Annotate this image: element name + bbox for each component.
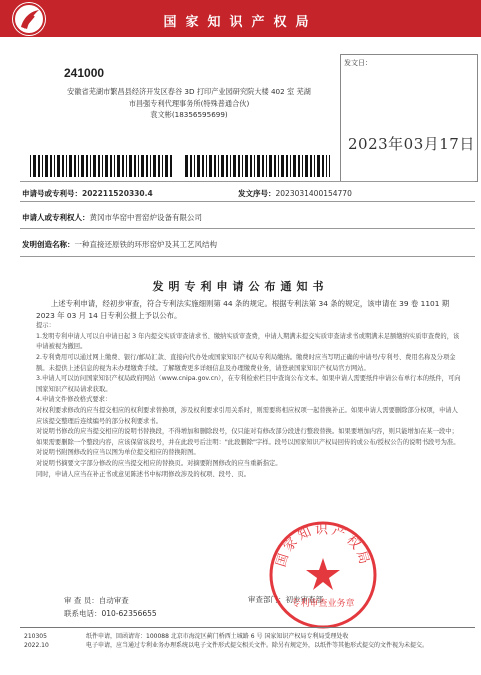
application-number: 202211520330.4 [82, 189, 153, 198]
barcode-left [30, 155, 172, 177]
examiner: 审 查 员：自动审查 [64, 596, 129, 605]
applicant-label: 申请人或专利权人： [22, 213, 90, 222]
intro-paragraph: 上述专利申请，经初步审查，符合专利法实施细则第 44 条的规定。根据专利法第 34 条的规定，该申请在 39 卷 1101 期 2023 年 03 月 14 日专利公报上予以公布。 [36, 299, 450, 320]
invention-label: 发明创造名称： [22, 240, 75, 249]
seal-ring-text: 国家知识产权局 [273, 522, 373, 569]
tip-4b: 对说明书修改的应当提交相应的说明书替换段，不得增加和删除段号，仅只能对有修改部分段进行整段替换。如果要增加内容，则只能增加在某一段中；如果需要删除一个整段内容，应该保留该段号，并在此段号后注明："此段删除"字样。段号以国家知识产权局回传的或公布/授权公告的说明书段号为准。 [36, 428, 460, 446]
document-number-row [238, 188, 352, 199]
contact-phone: 联系电话：010-62356655 [64, 609, 157, 618]
official-seal-icon [268, 520, 378, 630]
tip-4d: 对说明书摘要文字部分修改的应当提交相应的替换页。对摘要附图修改的应当重新指定。 [36, 459, 282, 467]
dispatch-date-box [340, 54, 478, 182]
tip-4e: 同时，申请人应当在补正书或意见陈述书中标明修改涉及的权项、段号、页。 [36, 470, 251, 478]
divider [20, 181, 475, 182]
review-department: 审查部门：初步审查部 [248, 595, 323, 604]
hint-label: 提示： [36, 322, 55, 330]
recipient-name: 袁文彬(18356595699) [150, 110, 228, 119]
form-code: 210305 [24, 633, 47, 640]
tip-4: 4.申请文件修改格式要求： [36, 396, 112, 404]
notice-body [36, 298, 462, 480]
invention-title: 一种直接还原铁的环形窑炉及其工艺风结构 [74, 240, 217, 249]
seal-inner-text: 专利审查业务章 [291, 599, 355, 609]
tip-2: 2.专利费用可以通过网上缴费、银行/邮局汇款、直接向代办处或国家知识产权局专利局缴纳。缴费时应当写明正确的申请号/专利号、费用名称及分项金额。未提供上述信息的视为未办理缴费手续。了解缴费更多详细信息及办理缴费业务，请登录国家知识产权局官方网站。 [36, 353, 456, 372]
page-title: 国家知识产权局 [163, 15, 318, 30]
applicant-row [22, 212, 202, 223]
postcode: 241000 [64, 66, 105, 80]
notice-title: 发明专利申请公布通知书 [152, 280, 329, 293]
application-number-label: 申请号或专利号： [22, 189, 82, 198]
tip-4a: 对权利要求修改的应当提交相应的权利要求替换项，涉及权利要求引用关系时，则需要将相应权项一起替换补正。如果申请人需要删除部分权项，申请人应该提交整理后连续编号的部分权利要求书。 [36, 406, 458, 425]
tip-4c: 对说明书附图修改的应当以图为单位提交相应的替换附图。 [36, 449, 200, 457]
dispatch-date-label: 发文日： [344, 59, 372, 67]
divider [20, 228, 475, 229]
footer-notes [86, 632, 466, 650]
tip-3: 3.申请人可以访问国家知识产权局政府网站（www.cnipa.gov.cn），在专利检索栏目中查询公布文本。如果申请人需要纸件申请公布单行本的纸件，可向国家知识产权局请求获取。 [36, 375, 461, 393]
divider [20, 201, 475, 202]
applicant-name: 黄冈市华窑中晋窑炉设备有限公司 [89, 213, 202, 222]
tip-1: 1.发明专利申请人可以自申请日起 3 年内提交实质审查请求书、缴纳实质审查费，申请人期满未提交实质审查请求书或期满未足额缴纳实质审查费的，该申请被视为撤回。 [36, 332, 460, 351]
footer-divider [20, 627, 475, 628]
review-info [64, 594, 157, 620]
form-version: 2022.10 [24, 642, 49, 649]
mailing-address: 安徽省芜湖市繁昌县经济开发区春谷 3D 打印产业园研究院大楼 402 室 芜湖市昌强专利代理事务所(特殊普通合伙) [67, 87, 311, 108]
invention-row [22, 239, 217, 250]
dispatch-date-stamp: 2023年03月17日 [348, 135, 475, 153]
footer-note-electronic: 电子申请，应当通过专利业务办理系统以电子文件形式提交相关文件。除另有规定外，以纸件等其他形式提交的文件视为未提交。 [86, 642, 429, 649]
divider [20, 256, 475, 257]
form-codes [24, 632, 49, 650]
barcode-right [185, 155, 330, 177]
footer-note-paper: 纸件申请，回函请寄：100088 北京市海淀区蓟门桥西土城路 6 号 国家知识产权局专利局受理处收 [86, 633, 349, 640]
document-number-label: 发文序号： [238, 189, 276, 198]
document-number: 2023031400154770 [275, 189, 352, 198]
application-number-row [22, 188, 153, 199]
